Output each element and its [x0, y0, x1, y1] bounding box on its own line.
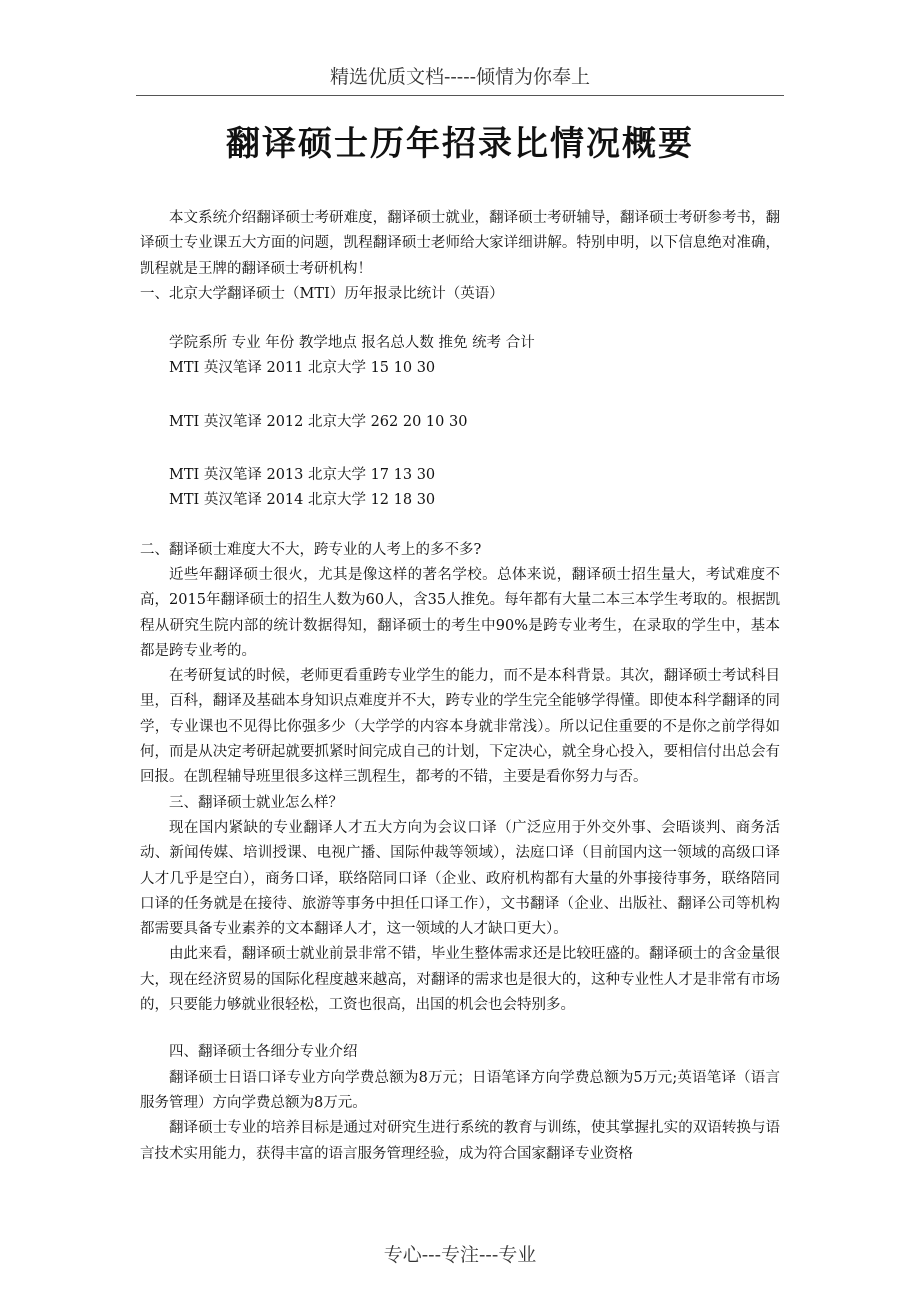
document-body [140, 206, 780, 1167]
table-row: MTI 英汉笔译 2014 北京大学 12 18 30 [169, 492, 436, 509]
document-title: 翻译硕士历年招录比情况概要 [226, 124, 694, 164]
table-row: MTI 英汉笔译 2011 北京大学 15 10 30 [169, 360, 436, 377]
section3-paragraph-2: 由此来看，翻译硕士就业前景非常不错，毕业生整体需求还是比较旺盛的。翻译硕士的含金量很大，现在经济贸易的国际化程度越来越高，对翻译的需求也是很大的，这种专业性人才是非常有市场的，只要能力够就业很轻松，工资也很高，出国的机会也会特别多。 [140, 946, 780, 1014]
section3-paragraph-1: 现在国内紧缺的专业翻译人才五大方向为会议口译（广泛应用于外交外事、会晤谈判、商务活动、新闻传媒、培训授课、电视广播、国际仲裁等领域），法庭口译（目前国内这一领域的高级口译人才几乎是空白），商务口译，联络陪同口译（企业、政府机构都有大量的外事接待事务，联络陪同口译的任务就是在接待、旅游等事务中担任口译工作），文书翻译（企业、出版社、翻译公司等机构都需要具备专业素养的文本翻译人才，这一领域的人才缺口更大）。 [140, 819, 780, 938]
intro-paragraph: 本文系统介绍翻译硕士考研难度，翻译硕士就业，翻译硕士考研辅导，翻译硕士考研参考书，翻译硕士专业课五大方面的问题，凯程翻译硕士老师给大家详细讲解。特别申明，以下信息绝对准确，凯程就是王牌的翻译硕士考研机构！ [140, 210, 780, 277]
table-row: MTI 英汉笔译 2012 北京大学 262 20 10 30 [169, 413, 468, 430]
section3-heading: 三、翻译硕士就业怎么样？ [169, 794, 343, 811]
section2-paragraph-2: 在考研复试的时候，老师更看重跨专业学生的能力，而不是本科背景。其次，翻译硕士考试科目里，百科，翻译及基础本身知识点难度并不大，跨专业的学生完全能够学得懂。即使本科学翻译的同学，专业课也不见得比你强多少（大学学的内容本身就非常浅）。所以记住重要的不是你之前学得如何，而是从决定考研起就要抓紧时间完成自己的计划，下定决心，就全身心投入，要相信付出总会有回报。在凯程辅导班里很多这样三凯程生，都考的不错，主要是看你努力与否。 [140, 668, 780, 786]
section4-paragraph-1: 翻译硕士日语口译专业方向学费总额为8万元；日语笔译方向学费总额为5万元;英语笔译（语言服务管理）方向学费总额为8万元。 [140, 1069, 780, 1111]
section1-heading: 一、北京大学翻译硕士（MTI）历年报录比统计（英语） [140, 285, 504, 302]
section4-heading: 四、翻译硕士各细分专业介绍 [169, 1044, 358, 1061]
section4-paragraph-2: 翻译硕士专业的培养目标是通过对研究生进行系统的教育与训练，使其掌握扎实的双语转换与语言技术实用能力，获得丰富的语言服务管理经验，成为符合国家翻译专业资格 [140, 1120, 780, 1162]
page-header: 精选优质文档-----倾情为你奉上 [136, 62, 784, 96]
admission-table [140, 331, 780, 513]
table-row: MTI 英汉笔译 2013 北京大学 17 13 30 [169, 467, 436, 484]
section2-heading: 二、翻译硕士难度大不大，跨专业的人考上的多不多? [140, 541, 482, 558]
table-header: 学院系所 专业 年份 教学地点 报名总人数 推免 统考 合计 [169, 335, 535, 352]
page-footer: 专心---专注---专业 [383, 1244, 537, 1266]
section2-paragraph-1: 近些年翻译硕士很火，尤其是像这样的著名学校。总体来说，翻译硕士招生量大，考试难度不高，2015年翻译硕士的招生人数为60人，含35人推免。每年都有大量二本三本学生考取的。根据凯程从研究生院内部的统计数据得知，翻译硕士的考生中90%是跨专业考生，在录取的学生中，基本都是跨专业考的。 [140, 566, 780, 659]
